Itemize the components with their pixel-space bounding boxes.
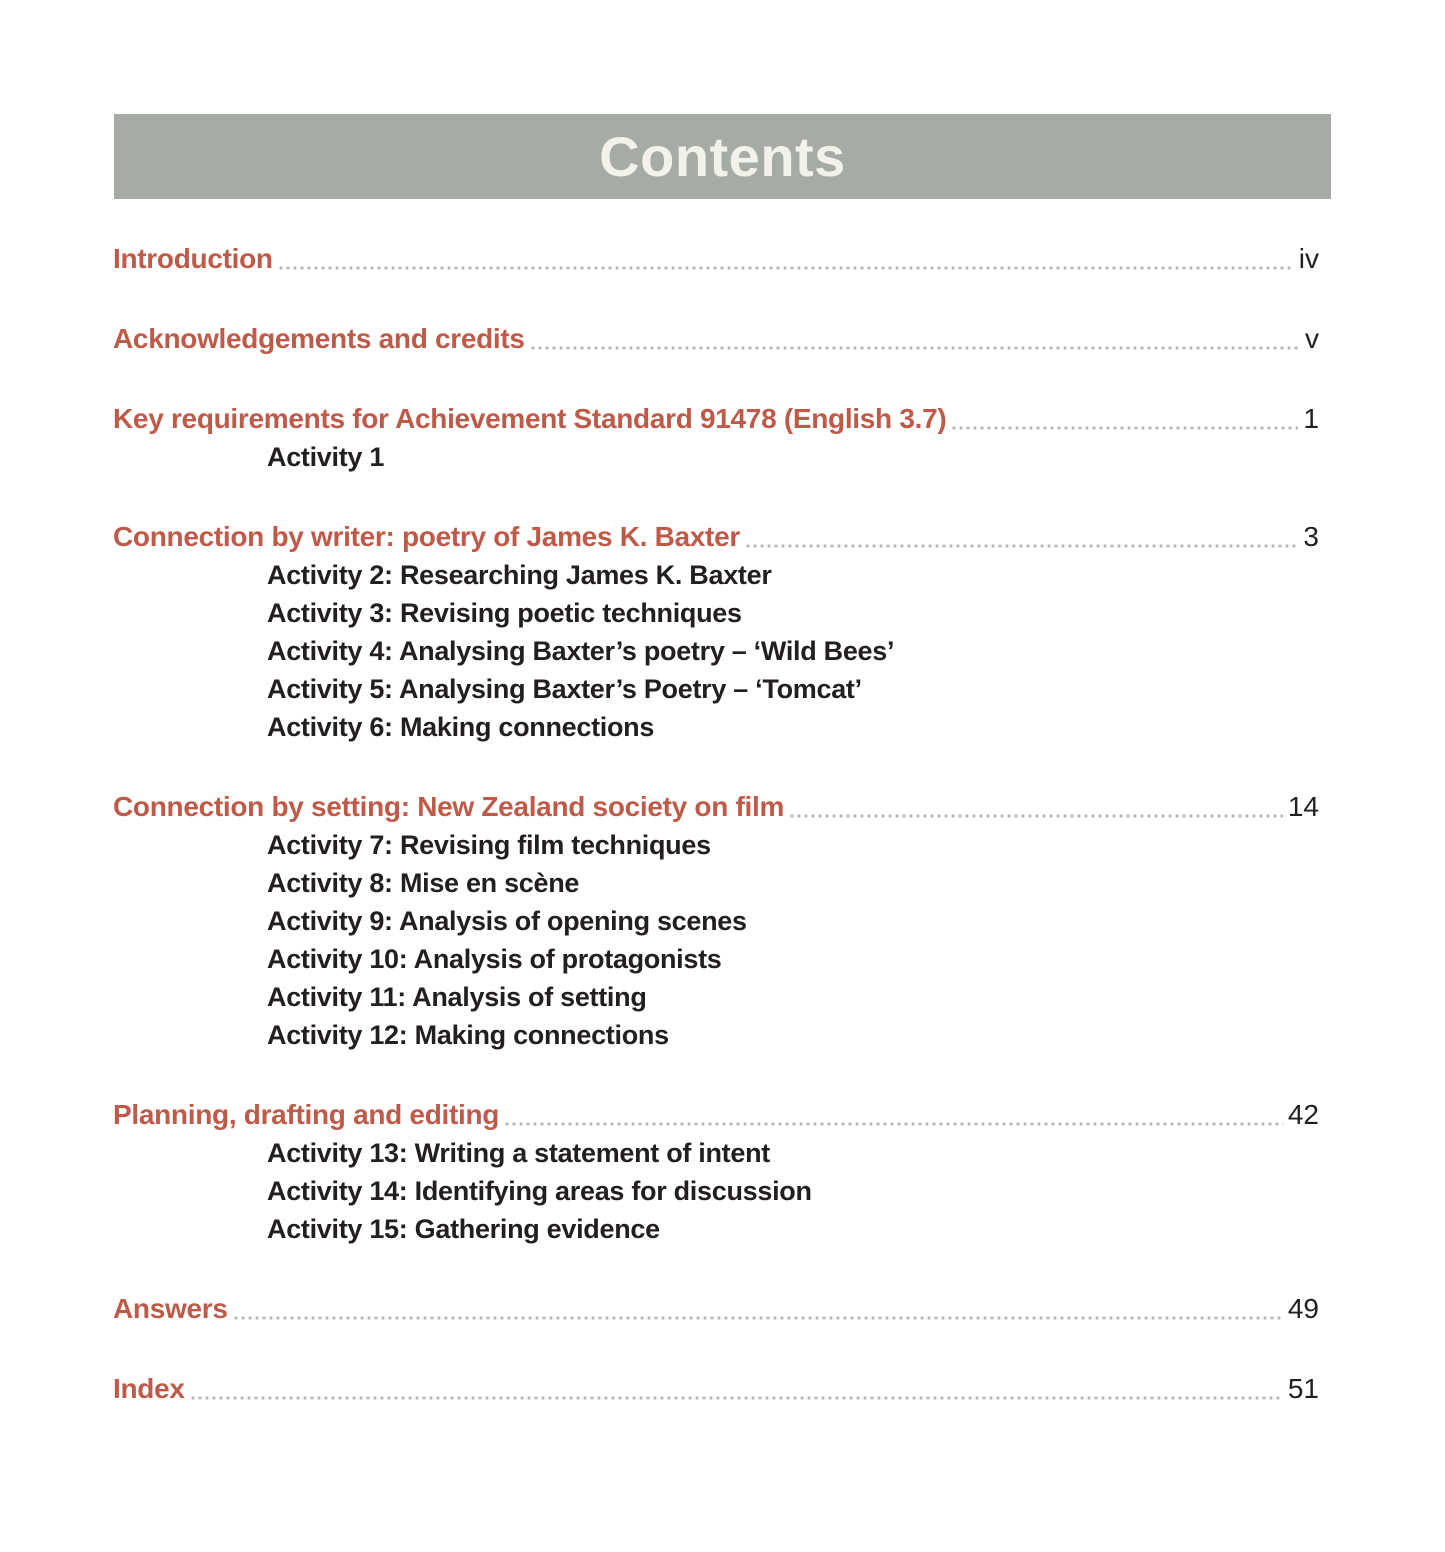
toc-entry: [113, 1370, 1331, 1408]
toc-entry-row: [113, 1096, 1331, 1134]
dotted-leader: [191, 1396, 1283, 1400]
toc-activity: Activity 7: Revising film techniques: [267, 830, 711, 860]
toc-entry-title: Connection by setting: New Zealand society on film: [113, 791, 785, 822]
toc-activities: [267, 826, 1331, 1054]
toc-entry-title: Planning, drafting and editing: [113, 1099, 500, 1130]
toc-entry-title: Index: [113, 1373, 185, 1404]
toc-entry-row: [113, 400, 1331, 438]
toc-page-number: iv: [1298, 243, 1319, 274]
dotted-leader: [505, 1122, 1283, 1126]
toc-activity: Activity 4: Analysing Baxter’s poetry – ‘Wild Bees’: [267, 636, 895, 666]
toc-activity: Activity 2: Researching James K. Baxter: [267, 560, 772, 590]
contents-header-bar: [114, 114, 1331, 199]
toc-entry-row: [113, 320, 1331, 358]
toc-entry: [113, 518, 1331, 746]
toc-activities: [267, 556, 1331, 746]
toc-activity: Activity 15: Gathering evidence: [267, 1214, 660, 1244]
toc-page-number: 51: [1287, 1373, 1319, 1404]
toc-entry-row: [113, 240, 1331, 278]
toc-list: [113, 240, 1331, 1450]
toc-entry: [113, 240, 1331, 278]
toc-entry: [113, 1290, 1331, 1328]
dotted-leader: [746, 544, 1298, 548]
toc-entry-row: [113, 788, 1331, 826]
toc-page-number: 14: [1287, 791, 1319, 822]
toc-entry-row: [113, 1290, 1331, 1328]
toc-activity: Activity 9: Analysis of opening scenes: [267, 906, 747, 936]
toc-page-number: 1: [1303, 403, 1319, 434]
toc-entry: [113, 1096, 1331, 1248]
toc-entry: [113, 320, 1331, 358]
dotted-leader: [234, 1316, 1283, 1320]
toc-entry-title: Answers: [113, 1293, 228, 1324]
toc-page-number: 49: [1287, 1293, 1319, 1324]
toc-activity: Activity 14: Identifying areas for discussion: [267, 1176, 812, 1206]
toc-entry-row: [113, 1370, 1331, 1408]
dotted-leader: [531, 346, 1300, 350]
toc-activity: Activity 6: Making connections: [267, 712, 655, 742]
toc-page-number: 3: [1303, 521, 1319, 552]
toc-entry-title: Key requirements for Achievement Standard 91478 (English 3.7): [113, 403, 947, 434]
dotted-leader: [952, 426, 1298, 430]
toc-entry-title: Introduction: [113, 243, 273, 274]
toc-entry-row: [113, 518, 1331, 556]
toc-activities: [267, 438, 1331, 476]
dotted-leader: [790, 814, 1283, 818]
toc-activities: [267, 1134, 1331, 1248]
toc-entry: [113, 400, 1331, 476]
toc-page-number: 42: [1287, 1099, 1319, 1130]
toc-entry: [113, 788, 1331, 1054]
toc-activity: Activity 8: Mise en scène: [267, 868, 580, 898]
toc-activity: Activity 1: [267, 442, 385, 472]
toc-entry-title: Connection by writer: poetry of James K. Baxter: [113, 521, 740, 552]
dotted-leader: [279, 266, 1294, 270]
toc-activity: Activity 11: Analysis of setting: [267, 982, 647, 1012]
toc-entry-title: Acknowledgements and credits: [113, 323, 525, 354]
toc-activity: Activity 10: Analysis of protagonists: [267, 944, 722, 974]
toc-activity: Activity 3: Revising poetic techniques: [267, 598, 742, 628]
toc-page-number: v: [1305, 323, 1319, 354]
toc-activity: Activity 5: Analysing Baxter’s Poetry – ‘Tomcat’: [267, 674, 862, 704]
toc-activity: Activity 13: Writing a statement of intent: [267, 1138, 770, 1168]
page-title: Contents: [599, 125, 846, 188]
toc-activity: Activity 12: Making connections: [267, 1020, 669, 1050]
